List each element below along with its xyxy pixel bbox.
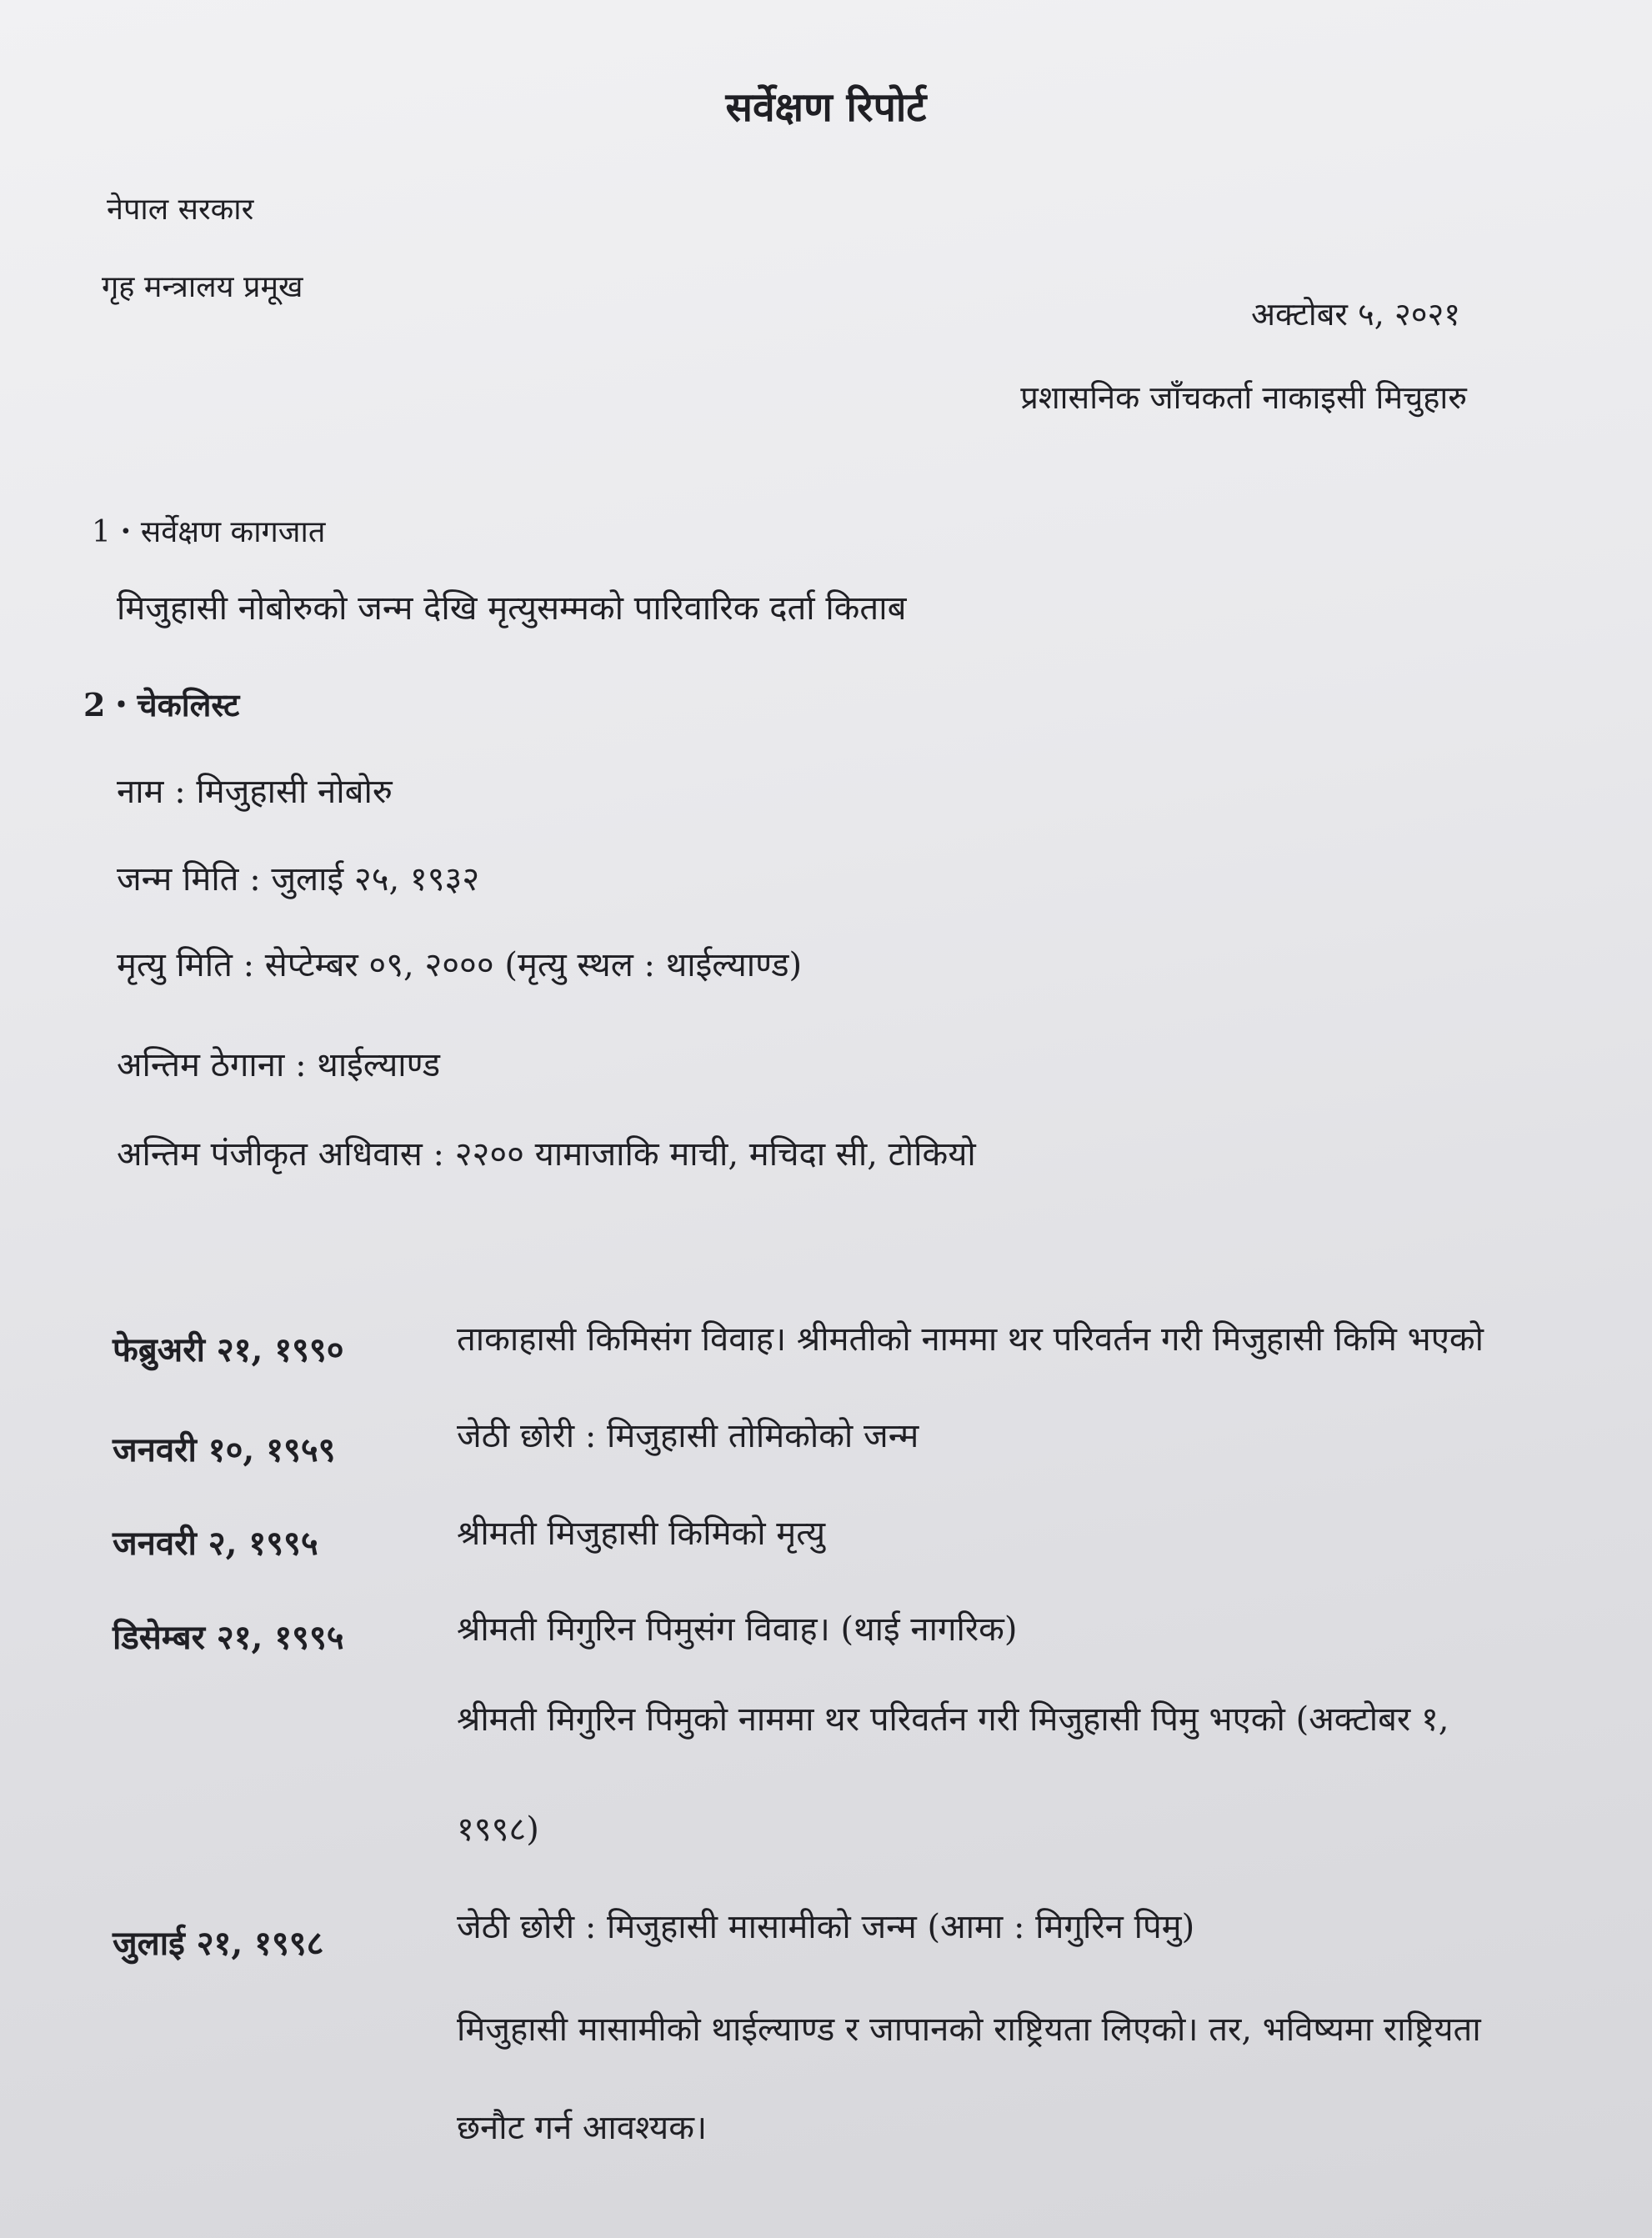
timeline-event-continuation: श्रीमती मिगुरिन पिमुको नाममा थर परिवर्तन गरी मिजुहासी पिमु भएको (अक्टोबर १, — [457, 1700, 1449, 1739]
timeline-event: जेठी छोरी : मिजुहासी तोमिकोको जन्म — [457, 1417, 919, 1455]
checklist-last-address: अन्तिम ठेगाना : थाईल्याण्ड — [117, 1046, 441, 1084]
org-line-2: गृह मन्त्रालय प्रमूख — [102, 270, 303, 304]
timeline-event: श्रीमती मिजुहासी किमिको मृत्यु — [457, 1515, 826, 1553]
checklist-birth: जन्म मिति : जुलाई २५, १९३२ — [117, 860, 480, 899]
checklist-name: नाम : मिजुहासी नोबोरु — [117, 773, 393, 811]
timeline-date: फेब्रुअरी २१, १९९० — [113, 1330, 344, 1369]
section-2-heading: 2・चेकलिस्ट — [83, 686, 240, 723]
investigator-line: प्रशासनिक जाँचकर्ता नाकाइसी मिचुहारु — [1020, 379, 1467, 416]
checklist-last-registered: अन्तिम पंजीकृत अधिवास : २२०० यामाजाकि माची, मचिदा सी, टोकियो — [117, 1135, 976, 1174]
timeline-date: डिसेम्बर २१, १९९५ — [113, 1618, 344, 1657]
section-1-heading: 1・सर्वेक्षण कागजात — [92, 515, 326, 549]
timeline-event: जेठी छोरी : मिजुहासी मासामीको जन्म (आमा : मिगुरिन पिमु) — [457, 1908, 1195, 1946]
timeline-event-continuation: मिजुहासी मासामीको थाईल्याण्ड र जापानको राष्ट्रियता लिएको। तर, भविष्यमा राष्ट्रियता — [457, 2010, 1481, 2049]
timeline-event-continuation: १९९८) — [457, 1810, 539, 1849]
timeline-date: जुलाई २१, १९९८ — [113, 1924, 324, 1963]
document-date: अक्टोबर ५, २०२१ — [1250, 296, 1460, 333]
checklist-death: मृत्यु मिति : सेप्टेम्बर ०९, २००० (मृत्यु स्थल : थाईल्याण्ड) — [117, 946, 803, 984]
timeline-event: श्रीमती मिगुरिन पिमुसंग विवाह। (थाई नागरिक) — [457, 1610, 1018, 1649]
org-line-1: नेपाल सरकार — [107, 193, 254, 227]
timeline-date: जनवरी १०, १९५९ — [113, 1430, 336, 1469]
timeline-date: जनवरी २, १९९५ — [113, 1524, 318, 1563]
document-title: सर्वेक्षण रिपोर्ट — [725, 84, 927, 131]
section-1-text: मिजुहासी नोबोरुको जन्म देखि मृत्युसम्मको पारिवारिक दर्ता किताब — [117, 589, 907, 628]
timeline-event: ताकाहासी किमिसंग विवाह। श्रीमतीको नाममा थर परिवर्तन गरी मिजुहासी किमि भएको — [457, 1320, 1484, 1359]
timeline-event-continuation: छनौट गर्न आवश्यक। — [457, 2109, 708, 2147]
